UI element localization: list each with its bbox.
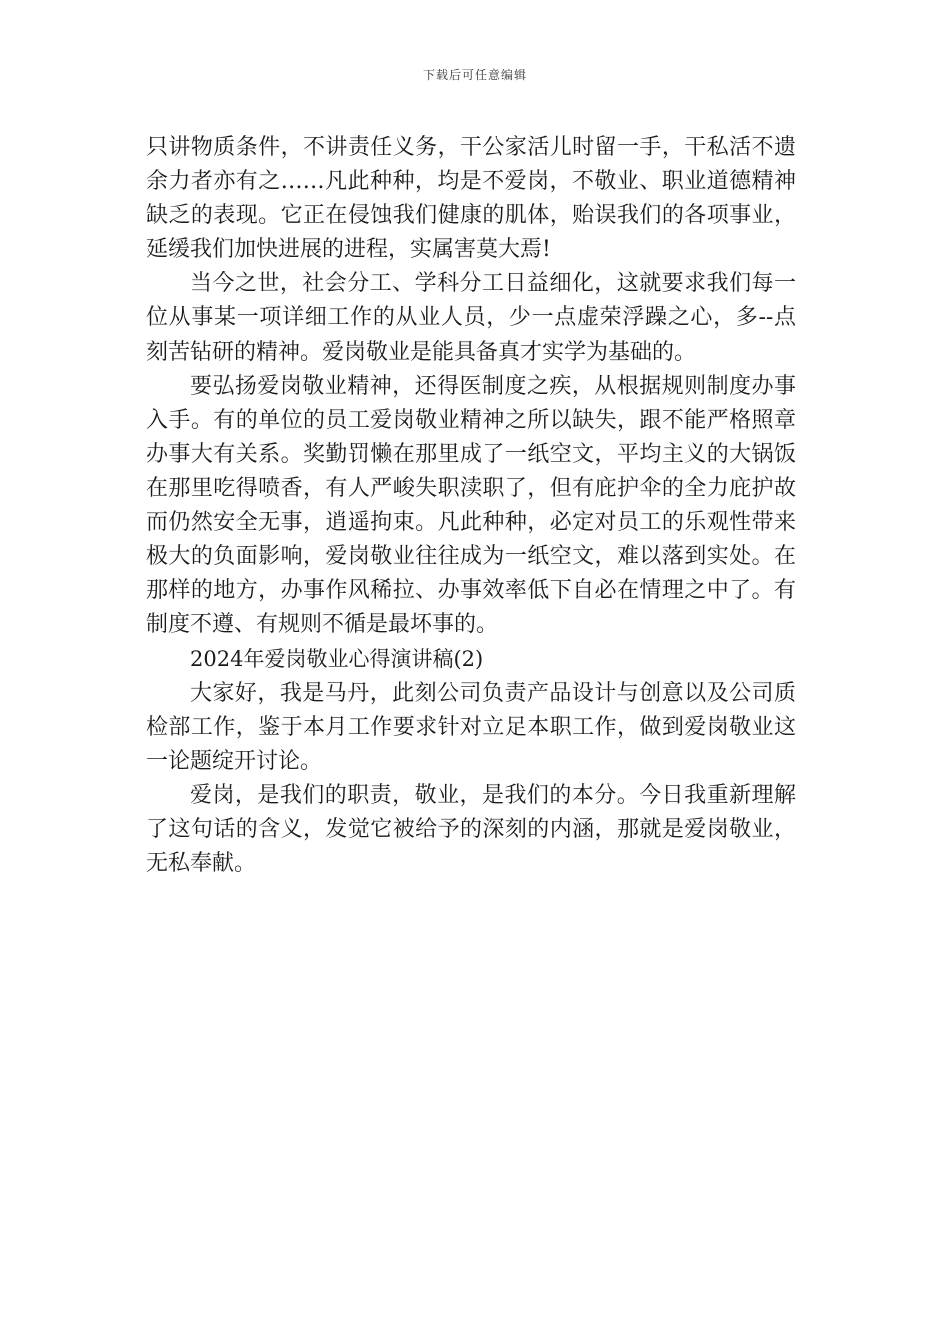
paragraph: 爱岗，是我们的职责，敬业，是我们的本分。今日我重新理解了这句话的含义，发觉它被给予的深刻的内涵，那就是爱岗敬业，无私奉献。: [146, 782, 796, 876]
paragraph: 大家好，我是马丹，此刻公司负责产品设计与创意以及公司质检部工作，鉴于本月工作要求针对立足本职工作，做到爱岗敬业这一论题绽开讨论。: [146, 680, 796, 774]
paragraph-continuation: 只讲物质条件，不讲责任义务，干公家活儿时留一手，干私活不遗余力者亦有之……凡此种种，均是不爱岗，不敬业、职业道德精神缺乏的表现。它正在侵蚀我们健康的肌体，贻误我们的各项事业，延缓我们加快进展的进程，实属害莫大焉!: [146, 135, 796, 263]
section-heading: 2024年爱岗敬业心得演讲稿(2): [190, 647, 484, 672]
paragraph: 当今之世，社会分工、学科分工日益细化，这就要求我们每一位从事某一项详细工作的从业人员，少一点虚荣浮躁之心，多--点刻苦钻研的精神。爱岗敬业是能具备真才实学为基础的。: [146, 271, 796, 365]
paragraph: 要弘扬爱岗敬业精神，还得医制度之疾，从根据规则制度办事入手。有的单位的员工爱岗敬业精神之所以缺失，跟不能严格照章办事大有关系。奖勤罚懒在那里成了一纸空文，平均主义的大锅饭在那里吃得喷香，有人严峻失职渎职了，但有庇护伞的全力庇护故而仍然安全无事，逍遥拘束。凡此种种，必定对员工的乐观性带来极大的负面影响，爱岗敬业往往成为一纸空文，难以落到实处。在那样的地方，办事作风稀拉、办事效率低下自必在情理之中了。有制度不遵、有规则不循是最坏事的。: [146, 373, 796, 638]
document-body: [146, 131, 796, 881]
page-header: 下载后可任意编辑: [422, 68, 527, 82]
